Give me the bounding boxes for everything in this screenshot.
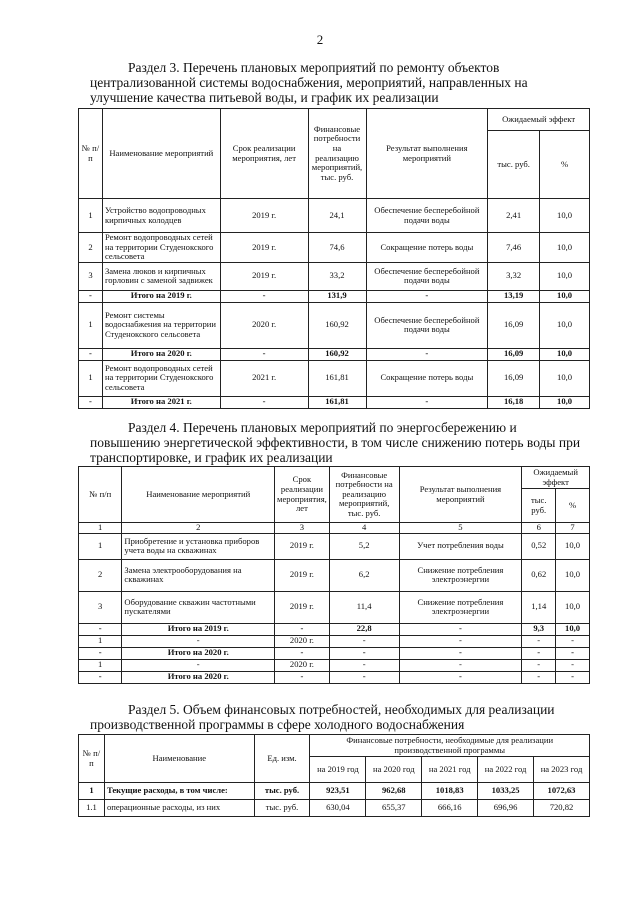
cell-ths: 16,09: [488, 348, 540, 360]
cell-result: -: [366, 348, 488, 360]
cell-name: -: [122, 635, 275, 647]
cell-term: 2019 г.: [275, 533, 330, 559]
cell-value: 655,37: [366, 800, 422, 817]
header-effect: Ожидаемый эффект: [488, 109, 590, 131]
column-number: 7: [556, 523, 590, 534]
cell-result: Снижение потребления электроэнергии: [399, 559, 522, 591]
cell-pct: 10,0: [540, 199, 590, 233]
header-fin: Финансовые потребности на реализацию мероприятий, тыс. руб.: [329, 467, 399, 523]
header-fin: Финансовые потребности на реализацию мероприятий, тыс. руб.: [308, 109, 366, 199]
cell-name: Итого на 2019 г.: [102, 290, 220, 302]
table-row: [79, 262, 590, 290]
table-row: [79, 800, 590, 817]
table-row: [79, 533, 590, 559]
table-row: [79, 360, 590, 396]
cell-ths: 0,62: [522, 559, 556, 591]
cell-ths: -: [522, 659, 556, 671]
cell-name: Приобретение и установка приборов учета воды на скважинах: [122, 533, 275, 559]
cell-term: 2021 г.: [220, 360, 308, 396]
cell-num: 3: [79, 262, 103, 290]
cell-num: -: [79, 671, 122, 683]
header-result: Результат выполнения мероприятий: [399, 467, 522, 523]
cell-pct: 10,0: [540, 348, 590, 360]
cell-name: Ремонт водопроводных сетей на территории Студенокского сельсовета: [102, 233, 220, 263]
cell-ths: 3,32: [488, 262, 540, 290]
cell-ths: -: [522, 647, 556, 659]
cell-result: Снижение потребления электроэнергии: [399, 591, 522, 623]
table-row: [79, 199, 590, 233]
cell-num: 1: [79, 360, 103, 396]
cell-term: -: [220, 290, 308, 302]
cell-num: -: [79, 290, 103, 302]
table-row: [79, 659, 590, 671]
cell-ths: 1,14: [522, 591, 556, 623]
cell-num: 1: [79, 635, 122, 647]
section3-table: [78, 108, 590, 409]
table-row: [79, 591, 590, 623]
cell-fin: 161,81: [308, 360, 366, 396]
header-year: на 2022 год: [478, 757, 534, 783]
cell-value: 696,96: [478, 800, 534, 817]
cell-fin: 33,2: [308, 262, 366, 290]
cell-result: -: [366, 290, 488, 302]
cell-result: Сокращение потерь воды: [366, 233, 488, 263]
header-result: Результат выполнения мероприятий: [366, 109, 488, 199]
cell-fin: 6,2: [329, 559, 399, 591]
cell-fin: -: [329, 671, 399, 683]
header-year: на 2019 год: [310, 757, 366, 783]
cell-name: Ремонт системы водоснабжения на территории Студенокского сельсовета: [102, 302, 220, 348]
cell-ths: -: [522, 635, 556, 647]
column-number: 2: [122, 523, 275, 534]
cell-ths: 16,18: [488, 396, 540, 408]
header-pct: %: [556, 489, 590, 523]
cell-result: Обеспечение бесперебойной подачи воды: [366, 302, 488, 348]
cell-name: Итого на 2021 г.: [102, 396, 220, 408]
cell-name: -: [122, 659, 275, 671]
cell-fin: 74,6: [308, 233, 366, 263]
table-row: [79, 302, 590, 348]
table-row: [79, 783, 590, 800]
section4-title: Раздел 4. Перечень плановых мероприятий по энергосбережению и повышению энергетической эффективности, в том числе снижению потерь воды при транспортировке, и график их реализации: [90, 420, 581, 465]
cell-fin: 160,92: [308, 348, 366, 360]
cell-name: Итого на 2019 г.: [122, 623, 275, 635]
cell-term: 2020 г.: [220, 302, 308, 348]
header-ths: тыс. руб.: [522, 489, 556, 523]
header-term: Срок реализации мероприятия, лет: [220, 109, 308, 199]
cell-result: Сокращение потерь воды: [366, 360, 488, 396]
column-numbers-row: [79, 523, 590, 534]
cell-num: 1: [79, 199, 103, 233]
section4-table: [78, 466, 590, 684]
header-effect: Ожидаемый эффект: [522, 467, 590, 489]
cell-term: 2020 г.: [275, 635, 330, 647]
cell-name: Замена электрооборудования на скважинах: [122, 559, 275, 591]
cell-term: 2019 г.: [275, 591, 330, 623]
cell-term: 2019 г.: [275, 559, 330, 591]
cell-fin: -: [329, 647, 399, 659]
header-ths: тыс. руб.: [488, 131, 540, 199]
cell-pct: -: [556, 671, 590, 683]
cell-fin: 161,81: [308, 396, 366, 408]
cell-result: Обеспечение бесперебойной подачи воды: [366, 262, 488, 290]
cell-name: операционные расходы, из них: [104, 800, 254, 817]
cell-unit: тыс. руб.: [254, 783, 310, 800]
cell-fin: 24,1: [308, 199, 366, 233]
total-row: [79, 396, 590, 408]
cell-result: Учет потребления воды: [399, 533, 522, 559]
cell-result: -: [399, 671, 522, 683]
cell-num: -: [79, 647, 122, 659]
section5-title: Раздел 5. Объем финансовых потребностей, необходимых для реализации производственной программы в сфере холодного водоснабжения: [90, 702, 555, 732]
column-number: 1: [79, 523, 122, 534]
cell-term: 2020 г.: [275, 659, 330, 671]
cell-fin: 131,9: [308, 290, 366, 302]
table-row: [79, 559, 590, 591]
cell-name: Итого на 2020 г.: [122, 647, 275, 659]
cell-fin: -: [329, 635, 399, 647]
header-num: № п/п: [79, 735, 105, 783]
header-year: на 2020 год: [366, 757, 422, 783]
cell-name: Оборудование скважин частотными пускателями: [122, 591, 275, 623]
cell-value: 923,51: [310, 783, 366, 800]
header-fin: Финансовые потребности, необходимые для реализации производственной программы: [310, 735, 590, 757]
table-row: [79, 635, 590, 647]
header-year: на 2023 год: [534, 757, 590, 783]
header-name: Наименование мероприятий: [122, 467, 275, 523]
cell-name: Замена люков и кирпичных горловин с заменой задвижек: [102, 262, 220, 290]
cell-ths: 13,19: [488, 290, 540, 302]
cell-value: 720,82: [534, 800, 590, 817]
cell-result: -: [399, 659, 522, 671]
cell-num: 2: [79, 559, 122, 591]
cell-result: -: [399, 623, 522, 635]
cell-value: 1072,63: [534, 783, 590, 800]
cell-fin: 22,8: [329, 623, 399, 635]
section3-title: Раздел 3. Перечень плановых мероприятий по ремонту объектов централизованной системы водоснабжения, мероприятий, направленных на улучшение качества питьевой воды, и график их реализации: [90, 60, 528, 105]
cell-term: 2019 г.: [220, 199, 308, 233]
column-number: 6: [522, 523, 556, 534]
cell-ths: 16,09: [488, 360, 540, 396]
cell-pct: -: [556, 635, 590, 647]
cell-fin: 11,4: [329, 591, 399, 623]
cell-result: Обеспечение бесперебойной подачи воды: [366, 199, 488, 233]
cell-num: 1: [79, 533, 122, 559]
cell-ths: 9,3: [522, 623, 556, 635]
header-term: Срок реализации мероприятия, лет: [275, 467, 330, 523]
cell-fin: 5,2: [329, 533, 399, 559]
cell-result: -: [399, 647, 522, 659]
cell-num: 1: [79, 659, 122, 671]
cell-pct: 10,0: [556, 533, 590, 559]
cell-pct: -: [556, 659, 590, 671]
cell-pct: 10,0: [556, 623, 590, 635]
header-unit: Ед. изм.: [254, 735, 310, 783]
cell-pct: 10,0: [540, 396, 590, 408]
cell-term: 2019 г.: [220, 233, 308, 263]
cell-unit: тыс. руб.: [254, 800, 310, 817]
cell-ths: -: [522, 671, 556, 683]
cell-pct: 10,0: [540, 262, 590, 290]
cell-pct: 10,0: [540, 290, 590, 302]
total-row: [79, 623, 590, 635]
cell-name: Итого на 2020 г.: [122, 671, 275, 683]
page-number: 2: [316, 32, 324, 47]
cell-term: -: [220, 396, 308, 408]
cell-result: -: [366, 396, 488, 408]
cell-name: Текущие расходы, в том числе:: [104, 783, 254, 800]
cell-pct: 10,0: [540, 360, 590, 396]
cell-name: Ремонт водопроводных сетей на территории Студенокского сельсовета: [102, 360, 220, 396]
total-row: [79, 348, 590, 360]
header-pct: %: [540, 131, 590, 199]
cell-num: 1.1: [79, 800, 105, 817]
header-num: № п/п: [79, 467, 122, 523]
cell-pct: 10,0: [556, 559, 590, 591]
cell-pct: 10,0: [556, 591, 590, 623]
header-year: на 2021 год: [422, 757, 478, 783]
cell-num: 1: [79, 783, 105, 800]
cell-result: -: [399, 635, 522, 647]
section5-table: [78, 734, 590, 817]
column-number: 5: [399, 523, 522, 534]
cell-name: Устройство водопроводных кирпичных колодцев: [102, 199, 220, 233]
cell-fin: 160,92: [308, 302, 366, 348]
cell-value: 666,16: [422, 800, 478, 817]
cell-ths: 7,46: [488, 233, 540, 263]
cell-num: 1: [79, 302, 103, 348]
cell-pct: -: [556, 647, 590, 659]
cell-num: -: [79, 396, 103, 408]
cell-term: 2019 г.: [220, 262, 308, 290]
cell-ths: 16,09: [488, 302, 540, 348]
cell-name: Итого на 2020 г.: [102, 348, 220, 360]
header-name: Наименование мероприятий: [102, 109, 220, 199]
cell-ths: 0,52: [522, 533, 556, 559]
table-row: [79, 233, 590, 263]
cell-term: -: [275, 647, 330, 659]
cell-num: -: [79, 623, 122, 635]
cell-fin: -: [329, 659, 399, 671]
cell-pct: 10,0: [540, 233, 590, 263]
cell-value: 1018,83: [422, 783, 478, 800]
cell-num: 2: [79, 233, 103, 263]
total-row: [79, 647, 590, 659]
cell-num: -: [79, 348, 103, 360]
total-row: [79, 671, 590, 683]
header-name: Наименование: [104, 735, 254, 783]
cell-num: 3: [79, 591, 122, 623]
cell-value: 962,68: [366, 783, 422, 800]
column-number: 3: [275, 523, 330, 534]
cell-value: 630,04: [310, 800, 366, 817]
header-num: № п/п: [79, 109, 103, 199]
total-row: [79, 290, 590, 302]
cell-term: -: [275, 623, 330, 635]
cell-ths: 2,41: [488, 199, 540, 233]
cell-value: 1033,25: [478, 783, 534, 800]
cell-term: -: [275, 671, 330, 683]
cell-term: -: [220, 348, 308, 360]
cell-pct: 10,0: [540, 302, 590, 348]
column-number: 4: [329, 523, 399, 534]
